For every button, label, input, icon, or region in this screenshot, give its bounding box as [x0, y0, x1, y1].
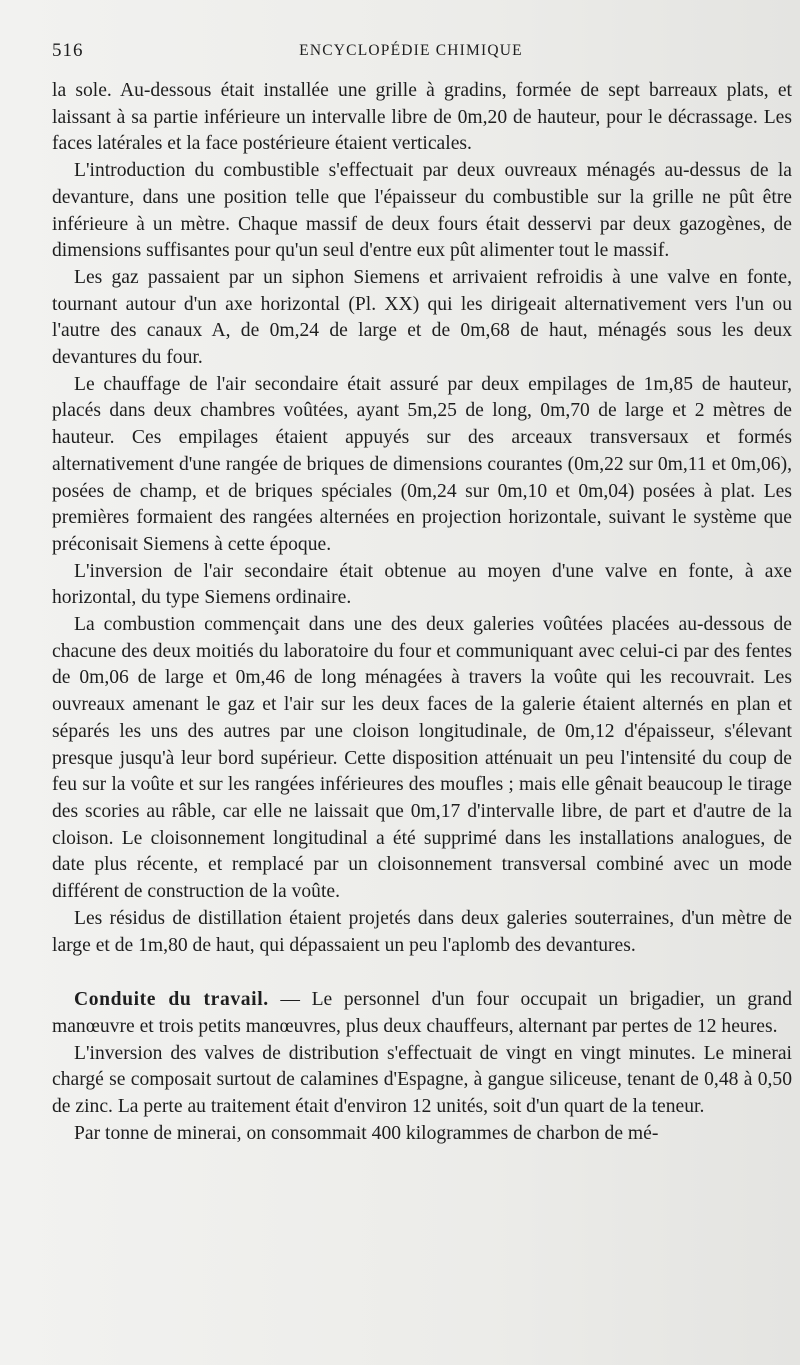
paragraph: L'introduction du combustible s'effectuait par deux ouvreaux ménagés au-dessus de la devanture, dans une position telle que l'épaisseur du combustible sur la grille ne pût être inférieure à un mètre. Chaque massif de deux fours était desservi par deux gazogènes, de dimensions suffisantes pour qu'un seul d'entre eux pût alimenter tout le massif.	[52, 160, 792, 262]
paragraph: Par tonne de minerai, on consommait 400 kilogrammes de charbon de mé-	[74, 1122, 659, 1144]
section-intro: — Le personnel d'un four occupait un brigadier, un grand manœuvre et trois petits manœuvres, plus deux chauffeurs, alternant par pertes de 12 heures.	[52, 989, 792, 1037]
paragraph: Les résidus de distillation étaient projetés dans deux galeries souterraines, d'un mètre de large et de 1m,80 de haut, qui dépassaient un peu l'aplomb des devantures.	[52, 907, 792, 956]
paragraph: L'inversion des valves de distribution s'effectuait de vingt en vingt minutes. Le minerai chargé se composait surtout de calamines d'Espagne, à gangue siliceuse, tenant de 0,48 à 0,50 de zinc. La perte au traitement était d'environ 12 unités, soit d'un quart de la teneur.	[52, 1042, 792, 1118]
paragraph: la sole. Au-dessous était installée une grille à gradins, formée de sept barreaux plats, et laissant à sa partie inférieure un intervalle libre de 0m,20 de hauteur, pour le décrassage. Les faces latérales et la face postérieure étaient verticales.	[52, 80, 792, 155]
paragraph: Les gaz passaient par un siphon Siemens et arrivaient refroidis à une valve en fonte, tournant autour d'un axe horizontal (Pl. XX) qui les dirigeait alternativement vers l'un ou l'autre des canaux A, de 0m,24 de large et de 0m,68 de haut, ménagés sous les deux devantures du four.	[52, 266, 792, 369]
paragraph: La combustion commençait dans une des deux galeries voûtées placées au-dessous de chacune des deux moitiés du laboratoire du four et communiquant avec celui-ci par des fentes de 0m,06 de large et 0m,46 de long ménagées à travers la voûte qui les recouvrait. Les ouvreaux amenant le gaz et l'air sur les deux faces de la galerie étaient alternés en plan et séparés les uns des autres par une cloison longitudinale, de 0m,12 d'épaisseur, s'élevant presque jusqu'à leur bord supérieur. Cette disposition atténuait un peu l'intensité du coup de feu sur la voûte et sur les rangées inférieures des moufles ; mais elle gênait beaucoup le tirage des scories au râble, car elle ne laissait que 0m,17 d'intervalle libre, de part et d'autre de la cloison. Le cloisonnement longitudinal a été supprimé dans les installations analogues, de date plus récente, et remplacé par un cloisonnement transversal combiné avec un mode différent de construction de la voûte.	[52, 614, 792, 903]
page-header	[52, 40, 770, 66]
section-paragraph	[52, 987, 792, 1040]
paragraph: Le chauffage de l'air secondaire était assuré par deux empilages de 1m,85 de hauteur, placés dans deux chambres voûtées, ayant 5m,25 de long, 0m,70 de large et 2 mètres de hauteur. Ces empilages étaient appuyés sur des arceaux transversaux et formés alternativement d'une rangée de briques de dimensions courantes (0m,22 sur 0m,11 et 0m,06), posées de champ, et de briques spéciales (0m,24 sur 0m,10 et 0m,04) posées à plat. Les premières formaient des rangées alternées en projection horizontale, suivant le système que préconisait Siemens à cette époque.	[52, 373, 792, 555]
page-body	[52, 78, 792, 1147]
running-head: ENCYCLOPÉDIE CHIMIQUE	[299, 42, 523, 59]
page-number: 516	[52, 40, 84, 61]
paragraph: L'inversion de l'air secondaire était obtenue au moyen d'une valve en fonte, à axe horizontal, du type Siemens ordinaire.	[52, 560, 792, 609]
section-heading: Conduite du travail.	[74, 989, 269, 1011]
